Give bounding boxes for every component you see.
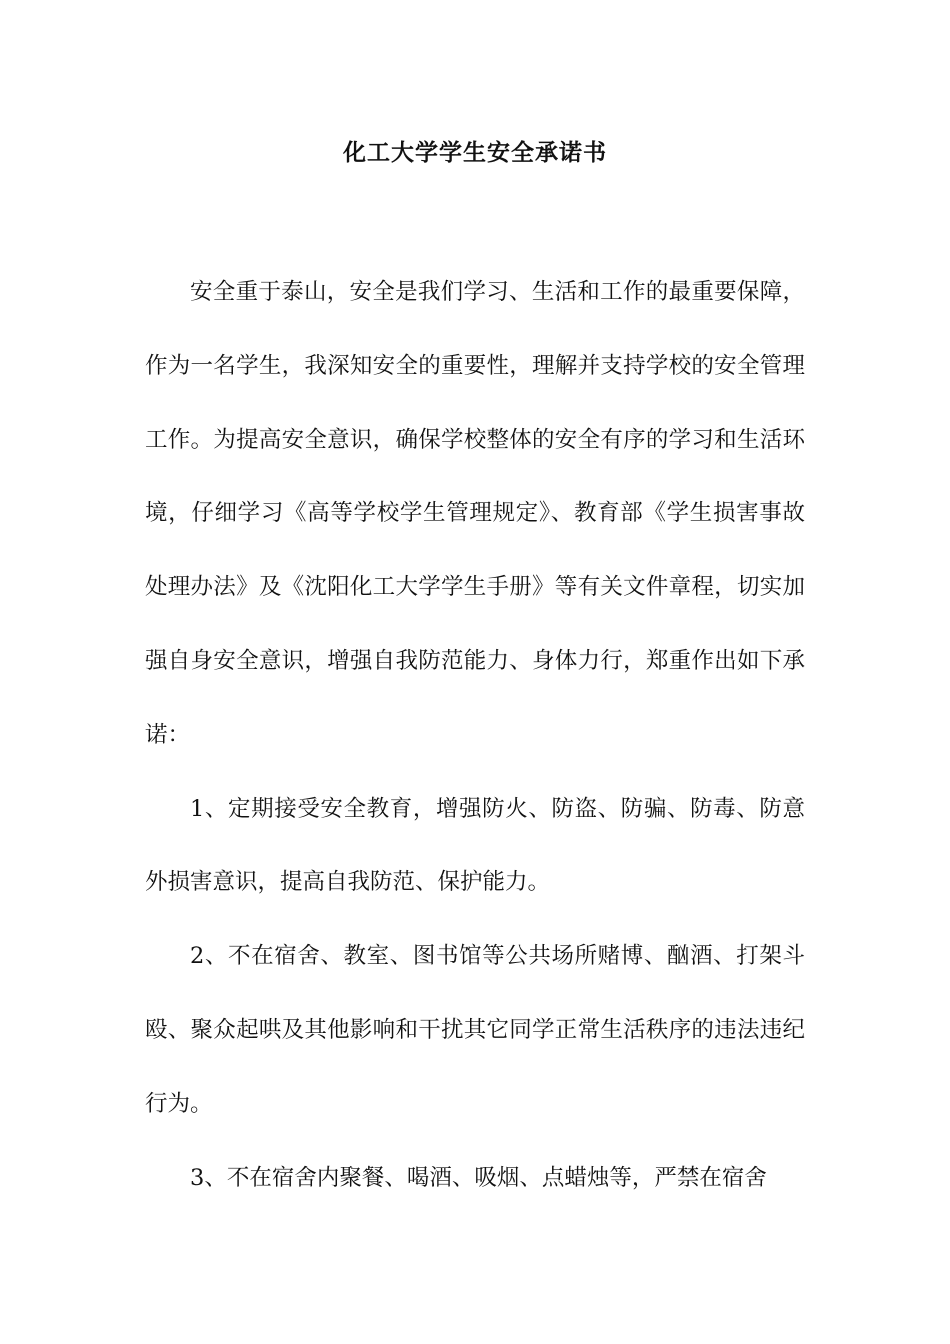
paragraph-item-3: 3、不在宿舍内聚餐、喝酒、吸烟、点蜡烛等，严禁在宿舍	[190, 1164, 767, 1191]
paragraph-item-1: 1、定期接受安全教育，增强防火、防盗、防骗、防毒、防意外损害意识，提高自我防范、保护能力。	[145, 795, 805, 896]
paragraph-intro: 安全重于泰山，安全是我们学习、生活和工作的最重要保障，作为一名学生，我深知安全的重要性，理解并支持学校的安全管理工作。为提高安全意识，确保学校整体的安全有序的学习和生活环境，仔细学习《高等学校学生管理规定》、教育部《学生损害事故处理办法》及《沈阳化工大学学生手册》等有关文件章程，切实加强自身安全意识，增强自我防范能力、身体力行，郑重作出如下承诺：	[145, 279, 805, 748]
document-body	[145, 256, 805, 1215]
document-title: 化工大学学生安全承诺书	[343, 139, 607, 166]
paragraph-item-2: 2、不在宿舍、教室、图书馆等公共场所赌博、酗酒、打架斗殴、聚众起哄及其他影响和干扰其它同学正常生活秩序的违法违纪行为。	[145, 943, 805, 1117]
